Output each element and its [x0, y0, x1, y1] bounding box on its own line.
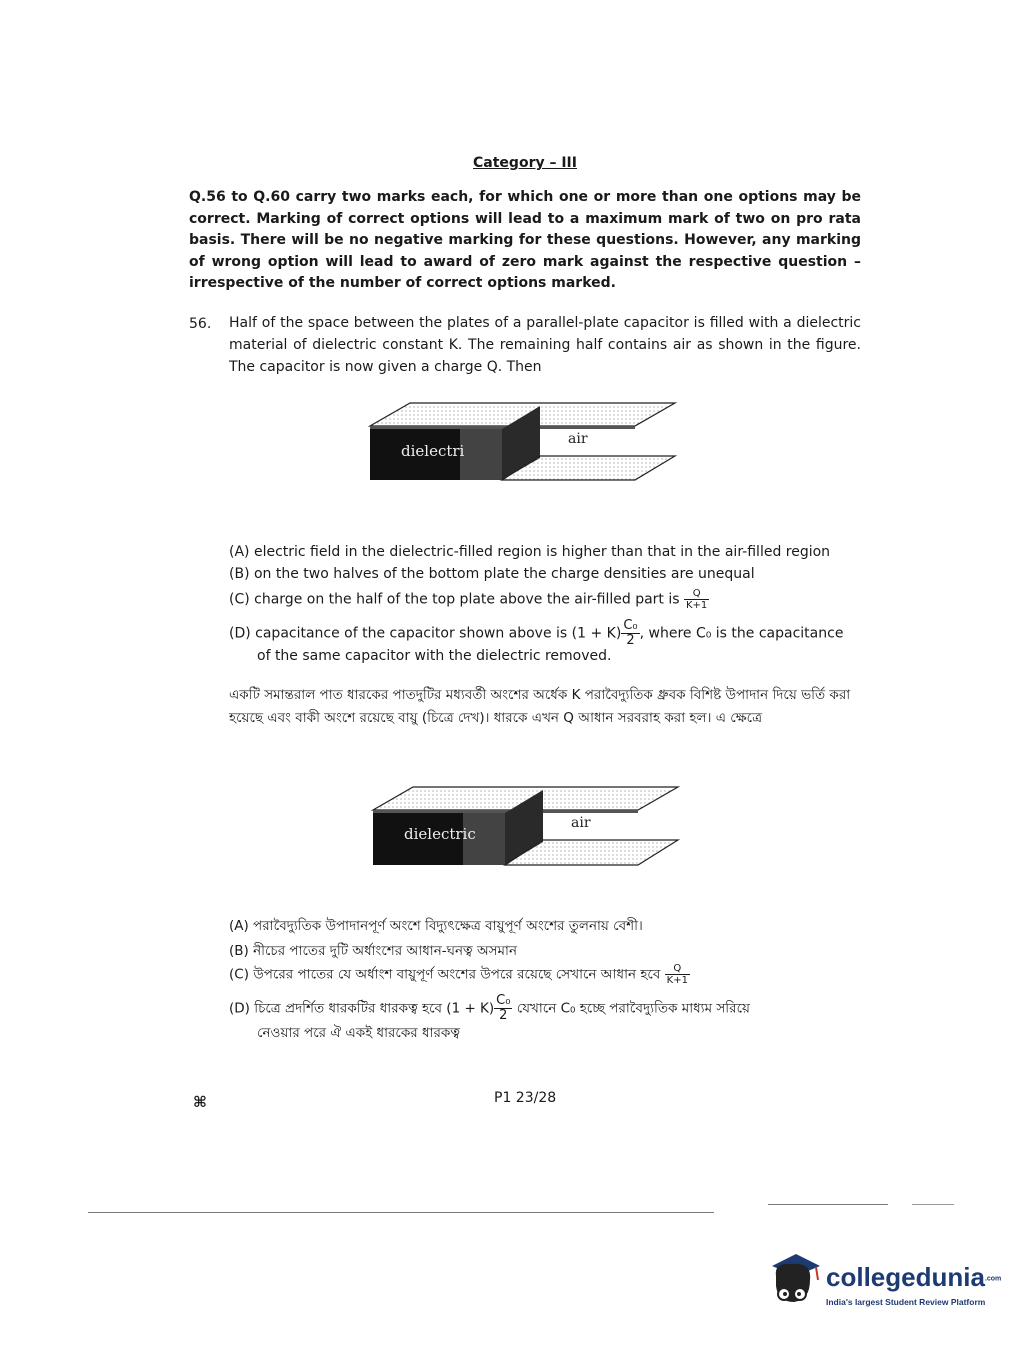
question-text: Half of the space between the plates of a parallel-plate capacitor is filled with a dielectric material of dielectric constant K. The remaining half contains air as shown in the figure. The capacitor is now given a charge Q. Then: [229, 315, 861, 375]
collegedunia-mascot-icon: [766, 1250, 824, 1312]
fraction-numerator: Q: [684, 588, 709, 600]
option-c-bn-text: (C) উপরের পাতের যে অর্ধাংশ বায়ুপূর্ণ অংশের উপরে রয়েছে সেখানে আধান হবে: [229, 966, 661, 983]
brand-name: collegedunia: [826, 1262, 985, 1292]
instructions: Q.56 to Q.60 carry two marks each, for which one or more than one options may be correct. Marking of correct options will lead to a maximum mark of two on pro rata basis. There will be no negative marking for these questions. However, any marking of wrong option will lead to award of zero mark against the respective question – irrespective of the number of correct options marked.: [189, 189, 861, 292]
option-d-bn-post: যেখানে C₀ হচ্ছে পরাবৈদ্যুতিক মাধ্যম সরিয়ে: [512, 1000, 750, 1017]
scan-line-left: [88, 1212, 714, 1213]
category-heading: Category – III: [473, 155, 577, 171]
option-c-en: [229, 588, 709, 611]
option-b-bn: (B) নীচের পাতের দুটি অর্ধাংশের আধান-ঘনত্ব অসমান: [229, 943, 518, 959]
question-number: 56.: [189, 316, 212, 332]
option-d-bn: [229, 994, 750, 1023]
option-c-en-fraction: [684, 588, 709, 611]
option-d-en-fraction: [621, 619, 639, 648]
page-number: P1 23/28: [494, 1090, 557, 1106]
fraction-numerator: C₀: [623, 618, 638, 633]
fraction-numerator: Q: [665, 963, 690, 975]
scan-line-right: [768, 1204, 888, 1205]
brand-com: .com: [984, 1275, 1002, 1283]
option-d-bn-pre: (D) চিত্রে প্রদর্শিত ধারকটির ধারকত্ব হবে (1 + K): [229, 1000, 495, 1017]
option-c-bn: [229, 963, 690, 987]
scan-line-far-right: [912, 1204, 954, 1205]
capacitor-figure-1: [365, 398, 685, 488]
option-d-bn-line2: নেওয়ার পরে ঐ একই ধারকের ধারকত্ব: [257, 1025, 460, 1041]
fraction-denominator: 2: [626, 633, 635, 648]
dielectric-label-1: dielectri: [401, 442, 465, 460]
air-label-1: air: [568, 431, 588, 447]
option-d-en-pre: (D) capacitance of the capacitor shown above is (1 + K): [229, 625, 622, 642]
brand-tagline: India's largest Student Review Platform: [826, 1297, 986, 1307]
option-d-en-line2: of the same capacitor with the dielectric removed.: [257, 648, 612, 664]
question-text-bengali: একটি সমান্তরাল পাত ধারকের পাতদুটির মধ্যবর্তী অংশের অর্ধেক K পরাবৈদ্যুতিক ধ্রুবক বিশিষ্ট উপাদান দিয়ে ভর্তি করা হয়েছে এবং বাকী অংশে রয়েছে বায়ু (চিত্রে দেখ)। ধারকে এখন Q আধান সরবরাহ করা হল। এ ক্ষেত্রে: [229, 687, 851, 726]
option-a-en: (A) electric field in the dielectric-filled region is higher than that in the air-filled region: [229, 544, 831, 560]
brand-logo-text: [826, 1262, 1001, 1293]
fraction-denominator: K+1: [686, 600, 708, 611]
option-d-bn-fraction: [494, 994, 512, 1023]
air-label-2: air: [571, 815, 591, 831]
option-a-bn: (A) পরাবৈদ্যুতিক উপাদানপূর্ণ অংশে বিদ্যুৎক্ষেত্র বায়ুপূর্ণ অংশের তুলনায় বেশী।: [229, 918, 643, 934]
capacitor-figure-2: [368, 782, 688, 872]
option-c-bn-fraction: [665, 963, 690, 986]
fraction-denominator: K+1: [666, 975, 688, 986]
dielectric-label-2: dielectric: [404, 825, 476, 843]
option-c-en-text: (C) charge on the half of the top plate above the air-filled part is: [229, 591, 680, 608]
fraction-denominator: 2: [499, 1008, 508, 1023]
option-d-en: [229, 619, 843, 648]
command-symbol-icon: ⌘: [193, 1093, 207, 1111]
option-b-en: (B) on the two halves of the bottom plate the charge densities are unequal: [229, 566, 755, 582]
fraction-numerator: C₀: [496, 993, 511, 1008]
option-d-en-post: , where C₀ is the capacitance: [639, 625, 844, 642]
